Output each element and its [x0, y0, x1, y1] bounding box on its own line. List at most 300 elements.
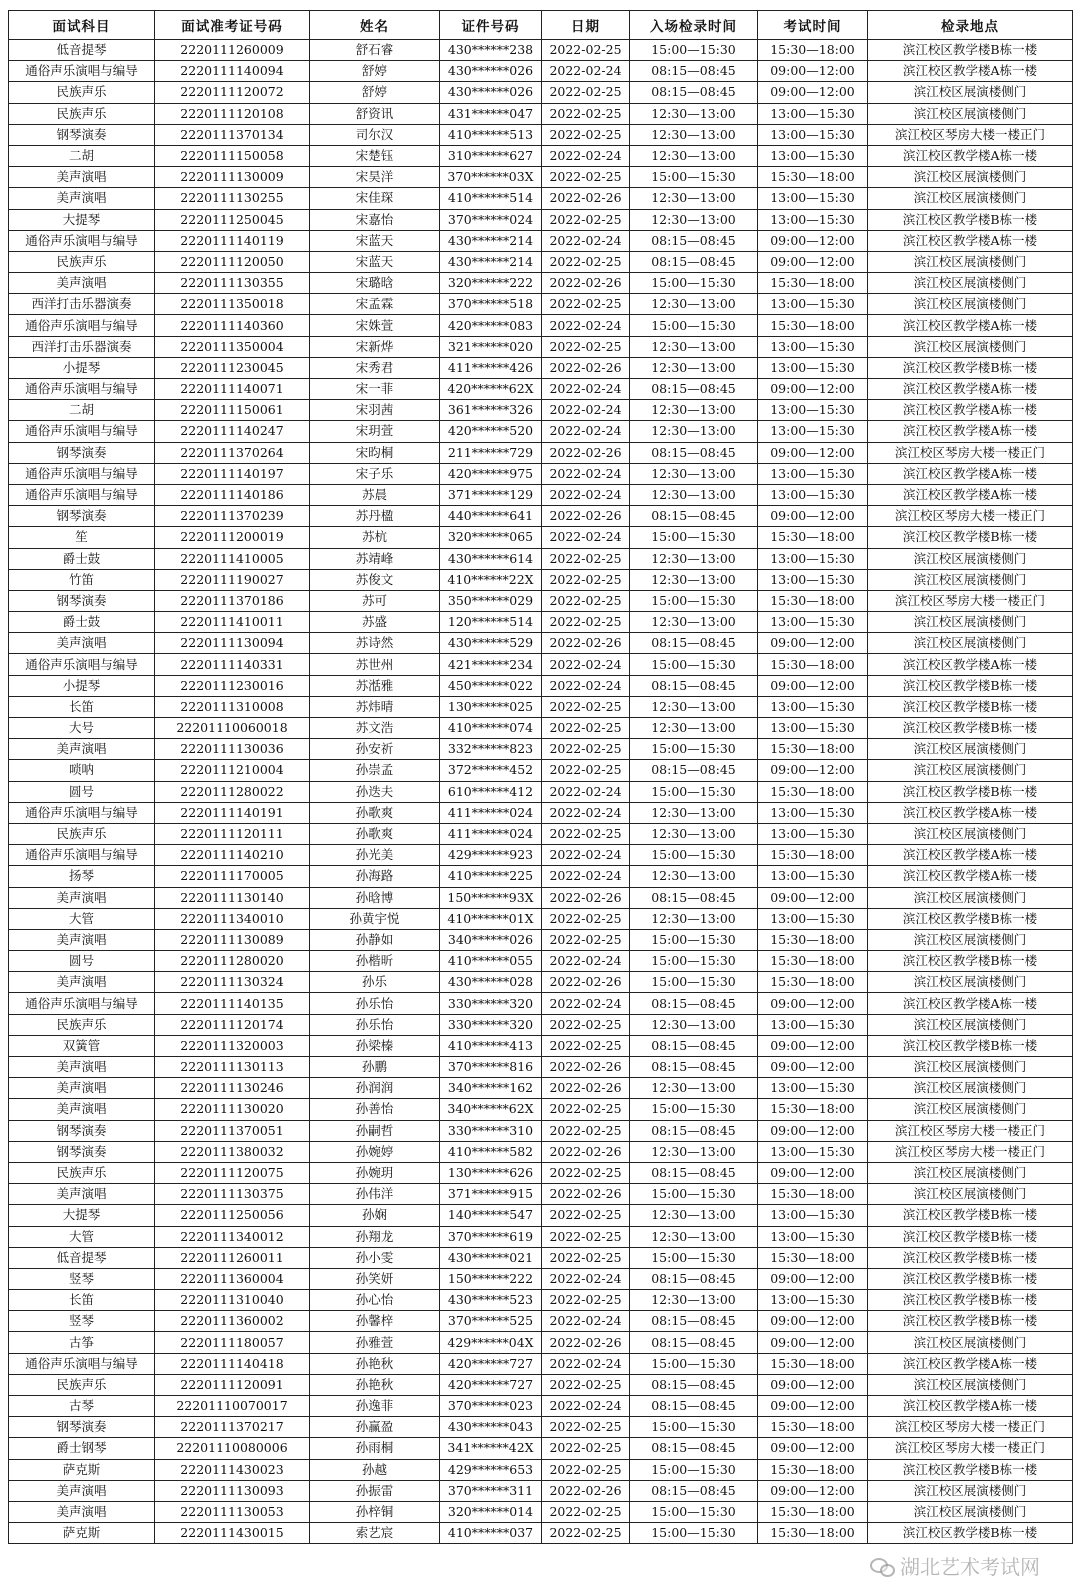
- cell-location: 滨江校区教学楼B栋一楼: [868, 908, 1073, 929]
- cell-location: 滨江校区教学楼A栋一楼: [868, 230, 1073, 251]
- cell-name: 孙乐怡: [310, 993, 440, 1014]
- table-row: [9, 1268, 1073, 1289]
- cell-date: 2022-02-25: [542, 1226, 630, 1247]
- cell-location: 滨江校区教学楼A栋一楼: [868, 61, 1073, 82]
- cell-exam-number: 2220111120075: [155, 1162, 310, 1183]
- cell-exam-time: 09:00—12:00: [758, 1374, 868, 1395]
- cell-checkin-time: 08:15—08:45: [630, 251, 758, 272]
- cell-date: 2022-02-26: [542, 506, 630, 527]
- cell-location: 滨江校区展演楼侧门: [868, 336, 1073, 357]
- cell-date: 2022-02-25: [542, 590, 630, 611]
- cell-id-number: 211******729: [440, 442, 542, 463]
- cell-exam-time: 13:00—15:30: [758, 357, 868, 378]
- cell-exam-number: 2220111130094: [155, 633, 310, 654]
- cell-exam-number: 2220111350018: [155, 294, 310, 315]
- cell-subject: 低音提琴: [9, 40, 155, 61]
- cell-exam-number: 2220111120091: [155, 1374, 310, 1395]
- cell-id-number: 610******412: [440, 781, 542, 802]
- cell-exam-number: 2220111140418: [155, 1353, 310, 1374]
- cell-id-number: 370******311: [440, 1480, 542, 1501]
- cell-subject: 双簧管: [9, 1035, 155, 1056]
- table-row: [9, 1480, 1073, 1501]
- cell-exam-time: 13:00—15:30: [758, 866, 868, 887]
- table-row: [9, 1226, 1073, 1247]
- cell-exam-number: 2220111370134: [155, 124, 310, 145]
- cell-exam-number: 2220111120072: [155, 82, 310, 103]
- cell-exam-number: 2220111150061: [155, 400, 310, 421]
- cell-exam-time: 09:00—12:00: [758, 760, 868, 781]
- cell-date: 2022-02-25: [542, 1247, 630, 1268]
- cell-date: 2022-02-25: [542, 40, 630, 61]
- cell-name: 孙婉婷: [310, 1141, 440, 1162]
- cell-date: 2022-02-25: [542, 908, 630, 929]
- cell-exam-number: 2220111410011: [155, 612, 310, 633]
- cell-id-number: 420******975: [440, 463, 542, 484]
- table-row: [9, 951, 1073, 972]
- cell-checkin-time: 12:30—13:00: [630, 294, 758, 315]
- column-header-subject: 面试科目: [9, 11, 155, 40]
- cell-subject: 钢琴演奏: [9, 590, 155, 611]
- cell-date: 2022-02-25: [542, 1205, 630, 1226]
- cell-exam-number: 22201110080006: [155, 1438, 310, 1459]
- cell-subject: 美声演唱: [9, 167, 155, 188]
- cell-checkin-time: 12:30—13:00: [630, 908, 758, 929]
- cell-name: 宋昀桐: [310, 442, 440, 463]
- cell-location: 滨江校区教学楼B栋一楼: [868, 1226, 1073, 1247]
- cell-checkin-time: 15:00—15:30: [630, 1459, 758, 1480]
- cell-exam-time: 15:30—18:00: [758, 527, 868, 548]
- cell-exam-time: 13:00—15:30: [758, 548, 868, 569]
- table-row: [9, 1523, 1073, 1544]
- cell-exam-number: 2220111130089: [155, 929, 310, 950]
- cell-exam-number: 2220111120111: [155, 823, 310, 844]
- column-header-exam-time: 考试时间: [758, 11, 868, 40]
- cell-location: 滨江校区教学楼A栋一楼: [868, 993, 1073, 1014]
- table-row: [9, 633, 1073, 654]
- cell-subject: 民族声乐: [9, 1162, 155, 1183]
- column-header-checkin-time: 入场检录时间: [630, 11, 758, 40]
- cell-exam-time: 15:30—18:00: [758, 972, 868, 993]
- table-header-row: [9, 11, 1073, 40]
- cell-name: 苏诗然: [310, 633, 440, 654]
- cell-exam-number: 2220111310008: [155, 696, 310, 717]
- cell-checkin-time: 12:30—13:00: [630, 612, 758, 633]
- cell-location: 滨江校区展演楼侧门: [868, 1099, 1073, 1120]
- cell-name: 苏炜晴: [310, 696, 440, 717]
- cell-exam-time: 13:00—15:30: [758, 421, 868, 442]
- table-row: [9, 569, 1073, 590]
- table-row: [9, 590, 1073, 611]
- cell-id-number: 429******04X: [440, 1332, 542, 1353]
- cell-exam-number: 22201110060018: [155, 718, 310, 739]
- cell-checkin-time: 12:30—13:00: [630, 823, 758, 844]
- cell-name: 孙嗣哲: [310, 1120, 440, 1141]
- cell-location: 滨江校区展演楼侧门: [868, 823, 1073, 844]
- cell-id-number: 370******518: [440, 294, 542, 315]
- table-row: [9, 1438, 1073, 1459]
- cell-id-number: 370******03X: [440, 167, 542, 188]
- cell-subject: 美声演唱: [9, 929, 155, 950]
- cell-location: 滨江校区展演楼侧门: [868, 633, 1073, 654]
- cell-subject: 美声演唱: [9, 1184, 155, 1205]
- cell-subject: 大提琴: [9, 209, 155, 230]
- cell-exam-time: 15:30—18:00: [758, 40, 868, 61]
- table-row: [9, 1311, 1073, 1332]
- cell-exam-time: 15:30—18:00: [758, 1353, 868, 1374]
- cell-checkin-time: 12:30—13:00: [630, 1078, 758, 1099]
- cell-date: 2022-02-25: [542, 1438, 630, 1459]
- cell-id-number: 430******238: [440, 40, 542, 61]
- cell-date: 2022-02-25: [542, 1523, 630, 1544]
- cell-subject: 萨克斯: [9, 1523, 155, 1544]
- cell-checkin-time: 08:15—08:45: [630, 506, 758, 527]
- cell-exam-number: 2220111140210: [155, 845, 310, 866]
- cell-checkin-time: 08:15—08:45: [630, 379, 758, 400]
- cell-id-number: 330******320: [440, 993, 542, 1014]
- cell-checkin-time: 15:00—15:30: [630, 40, 758, 61]
- cell-checkin-time: 08:15—08:45: [630, 1438, 758, 1459]
- table-row: [9, 1501, 1073, 1522]
- cell-exam-number: 2220111250045: [155, 209, 310, 230]
- cell-name: 孙笑妍: [310, 1268, 440, 1289]
- cell-location: 滨江校区教学楼A栋一楼: [868, 845, 1073, 866]
- cell-exam-time: 09:00—12:00: [758, 993, 868, 1014]
- cell-id-number: 410******413: [440, 1035, 542, 1056]
- cell-location: 滨江校区展演楼侧门: [868, 1480, 1073, 1501]
- column-header-name: 姓名: [310, 11, 440, 40]
- cell-name: 孙楷昕: [310, 951, 440, 972]
- cell-id-number: 430******529: [440, 633, 542, 654]
- cell-location: 滨江校区展演楼侧门: [868, 929, 1073, 950]
- cell-location: 滨江校区教学楼A栋一楼: [868, 421, 1073, 442]
- cell-subject: 西洋打击乐器演奏: [9, 336, 155, 357]
- cell-id-number: 320******065: [440, 527, 542, 548]
- cell-exam-time: 13:00—15:30: [758, 696, 868, 717]
- cell-exam-time: 09:00—12:00: [758, 633, 868, 654]
- cell-id-number: 429******653: [440, 1459, 542, 1480]
- cell-checkin-time: 15:00—15:30: [630, 1247, 758, 1268]
- cell-subject: 民族声乐: [9, 251, 155, 272]
- cell-location: 滨江校区展演楼侧门: [868, 887, 1073, 908]
- cell-exam-number: 2220111140135: [155, 993, 310, 1014]
- cell-checkin-time: 12:30—13:00: [630, 145, 758, 166]
- cell-exam-time: 09:00—12:00: [758, 1332, 868, 1353]
- table-row: [9, 506, 1073, 527]
- cell-checkin-time: 15:00—15:30: [630, 1417, 758, 1438]
- cell-date: 2022-02-25: [542, 1374, 630, 1395]
- table-row: [9, 336, 1073, 357]
- cell-checkin-time: 08:15—08:45: [630, 230, 758, 251]
- cell-name: 孙崇孟: [310, 760, 440, 781]
- cell-id-number: 410******01X: [440, 908, 542, 929]
- cell-exam-number: 2220111140119: [155, 230, 310, 251]
- cell-date: 2022-02-24: [542, 379, 630, 400]
- cell-checkin-time: 15:00—15:30: [630, 590, 758, 611]
- cell-date: 2022-02-25: [542, 82, 630, 103]
- cell-id-number: 350******029: [440, 590, 542, 611]
- table-row: [9, 251, 1073, 272]
- cell-exam-number: 2220111410005: [155, 548, 310, 569]
- cell-exam-number: 2220111350004: [155, 336, 310, 357]
- cell-location: 滨江校区琴房大楼一楼正门: [868, 590, 1073, 611]
- cell-exam-time: 13:00—15:30: [758, 1205, 868, 1226]
- cell-id-number: 411******024: [440, 802, 542, 823]
- cell-location: 滨江校区琴房大楼一楼正门: [868, 1417, 1073, 1438]
- cell-exam-time: 09:00—12:00: [758, 230, 868, 251]
- cell-name: 孙馨梓: [310, 1311, 440, 1332]
- cell-exam-number: 2220111170005: [155, 866, 310, 887]
- cell-exam-time: 09:00—12:00: [758, 379, 868, 400]
- table-row: [9, 40, 1073, 61]
- cell-location: 滨江校区展演楼侧门: [868, 188, 1073, 209]
- cell-exam-time: 13:00—15:30: [758, 188, 868, 209]
- cell-location: 滨江校区琴房大楼一楼正门: [868, 506, 1073, 527]
- cell-exam-time: 15:30—18:00: [758, 167, 868, 188]
- cell-subject: 小提琴: [9, 675, 155, 696]
- table-row: [9, 1332, 1073, 1353]
- cell-location: 滨江校区教学楼A栋一楼: [868, 802, 1073, 823]
- cell-name: 宋玥萱: [310, 421, 440, 442]
- cell-date: 2022-02-24: [542, 400, 630, 421]
- table-row: [9, 929, 1073, 950]
- cell-id-number: 410******037: [440, 1523, 542, 1544]
- cell-checkin-time: 15:00—15:30: [630, 1353, 758, 1374]
- cell-date: 2022-02-25: [542, 718, 630, 739]
- cell-id-number: 410******074: [440, 718, 542, 739]
- cell-checkin-time: 08:15—08:45: [630, 1311, 758, 1332]
- cell-checkin-time: 12:30—13:00: [630, 696, 758, 717]
- cell-name: 宋蓝天: [310, 230, 440, 251]
- cell-exam-number: 2220111140094: [155, 61, 310, 82]
- cell-name: 孙歌爽: [310, 823, 440, 844]
- cell-exam-number: 2220111340012: [155, 1226, 310, 1247]
- cell-exam-number: 2220111130355: [155, 273, 310, 294]
- cell-exam-time: 15:30—18:00: [758, 781, 868, 802]
- table-row: [9, 1459, 1073, 1480]
- cell-id-number: 420******520: [440, 421, 542, 442]
- cell-id-number: 320******014: [440, 1501, 542, 1522]
- cell-subject: 美声演唱: [9, 1057, 155, 1078]
- table-row: [9, 654, 1073, 675]
- cell-checkin-time: 08:15—08:45: [630, 1162, 758, 1183]
- cell-id-number: 421******234: [440, 654, 542, 675]
- cell-exam-time: 13:00—15:30: [758, 103, 868, 124]
- cell-exam-time: 13:00—15:30: [758, 718, 868, 739]
- table-row: [9, 908, 1073, 929]
- cell-checkin-time: 12:30—13:00: [630, 484, 758, 505]
- cell-id-number: 321******020: [440, 336, 542, 357]
- cell-subject: 大号: [9, 718, 155, 739]
- cell-checkin-time: 12:30—13:00: [630, 866, 758, 887]
- cell-name: 苏丹楹: [310, 506, 440, 527]
- cell-date: 2022-02-24: [542, 484, 630, 505]
- cell-id-number: 371******129: [440, 484, 542, 505]
- cell-location: 滨江校区教学楼B栋一楼: [868, 40, 1073, 61]
- cell-exam-number: 22201110070017: [155, 1396, 310, 1417]
- cell-exam-time: 13:00—15:30: [758, 209, 868, 230]
- cell-subject: 扬琴: [9, 866, 155, 887]
- cell-id-number: 430******026: [440, 82, 542, 103]
- cell-id-number: 410******513: [440, 124, 542, 145]
- cell-checkin-time: 15:00—15:30: [630, 845, 758, 866]
- table-row: [9, 887, 1073, 908]
- cell-subject: 通俗声乐演唱与编导: [9, 654, 155, 675]
- cell-id-number: 130******626: [440, 1162, 542, 1183]
- cell-exam-time: 09:00—12:00: [758, 887, 868, 908]
- cell-checkin-time: 15:00—15:30: [630, 654, 758, 675]
- cell-checkin-time: 08:15—08:45: [630, 633, 758, 654]
- table-row: [9, 1014, 1073, 1035]
- table-row: [9, 1162, 1073, 1183]
- cell-subject: 大管: [9, 908, 155, 929]
- table-row: [9, 463, 1073, 484]
- cell-id-number: 140******547: [440, 1205, 542, 1226]
- cell-date: 2022-02-25: [542, 569, 630, 590]
- table-row: [9, 421, 1073, 442]
- cell-date: 2022-02-25: [542, 696, 630, 717]
- cell-name: 孙雅萱: [310, 1332, 440, 1353]
- cell-name: 孙黄宇悦: [310, 908, 440, 929]
- cell-exam-time: 13:00—15:30: [758, 802, 868, 823]
- cell-location: 滨江校区教学楼A栋一楼: [868, 866, 1073, 887]
- table-row: [9, 1099, 1073, 1120]
- table-row: [9, 124, 1073, 145]
- cell-name: 苏靖峰: [310, 548, 440, 569]
- cell-date: 2022-02-26: [542, 1332, 630, 1353]
- cell-date: 2022-02-24: [542, 230, 630, 251]
- cell-checkin-time: 12:30—13:00: [630, 1290, 758, 1311]
- cell-subject: 唢呐: [9, 760, 155, 781]
- table-row: [9, 273, 1073, 294]
- table-row: [9, 675, 1073, 696]
- table-row: [9, 61, 1073, 82]
- cell-subject: 通俗声乐演唱与编导: [9, 379, 155, 400]
- cell-location: 滨江校区展演楼侧门: [868, 167, 1073, 188]
- table-row: [9, 972, 1073, 993]
- cell-exam-time: 15:30—18:00: [758, 654, 868, 675]
- table-row: [9, 1078, 1073, 1099]
- cell-exam-time: 13:00—15:30: [758, 1078, 868, 1099]
- cell-checkin-time: 15:00—15:30: [630, 972, 758, 993]
- cell-date: 2022-02-25: [542, 1459, 630, 1480]
- cell-date: 2022-02-26: [542, 357, 630, 378]
- cell-exam-time: 09:00—12:00: [758, 1268, 868, 1289]
- column-header-id-number: 证件号码: [440, 11, 542, 40]
- table-row: [9, 1184, 1073, 1205]
- cell-name: 苏俊文: [310, 569, 440, 590]
- cell-date: 2022-02-24: [542, 675, 630, 696]
- cell-exam-time: 13:00—15:30: [758, 463, 868, 484]
- cell-checkin-time: 12:30—13:00: [630, 103, 758, 124]
- cell-exam-time: 09:00—12:00: [758, 251, 868, 272]
- cell-id-number: 372******452: [440, 760, 542, 781]
- cell-checkin-time: 08:15—08:45: [630, 1374, 758, 1395]
- table-row: [9, 400, 1073, 421]
- cell-location: 滨江校区教学楼B栋一楼: [868, 1290, 1073, 1311]
- cell-id-number: 150******93X: [440, 887, 542, 908]
- table-row: [9, 696, 1073, 717]
- cell-subject: 美声演唱: [9, 1078, 155, 1099]
- cell-exam-number: 2220111130020: [155, 1099, 310, 1120]
- cell-location: 滨江校区教学楼B栋一楼: [868, 675, 1073, 696]
- cell-name: 孙歌爽: [310, 802, 440, 823]
- cell-id-number: 370******024: [440, 209, 542, 230]
- cell-subject: 钢琴演奏: [9, 1417, 155, 1438]
- cell-date: 2022-02-25: [542, 760, 630, 781]
- cell-exam-number: 2220111370264: [155, 442, 310, 463]
- cell-subject: 长笛: [9, 1290, 155, 1311]
- cell-exam-number: 2220111120174: [155, 1014, 310, 1035]
- cell-subject: 长笛: [9, 696, 155, 717]
- table-row: [9, 739, 1073, 760]
- cell-subject: 古琴: [9, 1396, 155, 1417]
- cell-name: 司尔汉: [310, 124, 440, 145]
- cell-exam-number: 2220111140071: [155, 379, 310, 400]
- cell-location: 滨江校区教学楼A栋一楼: [868, 315, 1073, 336]
- cell-location: 滨江校区教学楼B栋一楼: [868, 357, 1073, 378]
- cell-date: 2022-02-24: [542, 145, 630, 166]
- table-row: [9, 1353, 1073, 1374]
- cell-id-number: 410******514: [440, 188, 542, 209]
- cell-checkin-time: 15:00—15:30: [630, 1184, 758, 1205]
- table-row: [9, 230, 1073, 251]
- cell-location: 滨江校区教学楼B栋一楼: [868, 1247, 1073, 1268]
- cell-checkin-time: 15:00—15:30: [630, 1523, 758, 1544]
- cell-date: 2022-02-25: [542, 1099, 630, 1120]
- cell-location: 滨江校区教学楼A栋一楼: [868, 379, 1073, 400]
- cell-name: 苏盛: [310, 612, 440, 633]
- cell-name: 孙翔龙: [310, 1226, 440, 1247]
- cell-exam-time: 09:00—12:00: [758, 442, 868, 463]
- cell-name: 孙晗博: [310, 887, 440, 908]
- cell-exam-time: 09:00—12:00: [758, 1162, 868, 1183]
- table-row: [9, 1290, 1073, 1311]
- cell-id-number: 320******222: [440, 273, 542, 294]
- cell-date: 2022-02-25: [542, 1417, 630, 1438]
- cell-name: 宋昊洋: [310, 167, 440, 188]
- cell-exam-number: 2220111140186: [155, 484, 310, 505]
- cell-subject: 通俗声乐演唱与编导: [9, 993, 155, 1014]
- cell-exam-number: 2220111370051: [155, 1120, 310, 1141]
- cell-checkin-time: 12:30—13:00: [630, 209, 758, 230]
- cell-exam-time: 09:00—12:00: [758, 61, 868, 82]
- cell-exam-number: 2220111340010: [155, 908, 310, 929]
- cell-exam-number: 2220111130324: [155, 972, 310, 993]
- cell-exam-number: 2220111130093: [155, 1480, 310, 1501]
- cell-name: 孙润润: [310, 1078, 440, 1099]
- cell-exam-time: 15:30—18:00: [758, 1247, 868, 1268]
- cell-checkin-time: 15:00—15:30: [630, 273, 758, 294]
- column-header-date: 日期: [542, 11, 630, 40]
- cell-name: 孙小雯: [310, 1247, 440, 1268]
- cell-name: 孙赢盈: [310, 1417, 440, 1438]
- cell-name: 宋秀君: [310, 357, 440, 378]
- cell-date: 2022-02-25: [542, 124, 630, 145]
- cell-date: 2022-02-24: [542, 421, 630, 442]
- cell-exam-time: 13:00—15:30: [758, 612, 868, 633]
- cell-checkin-time: 08:15—08:45: [630, 1332, 758, 1353]
- table-row: [9, 103, 1073, 124]
- table-row: [9, 527, 1073, 548]
- cell-checkin-time: 08:15—08:45: [630, 1057, 758, 1078]
- cell-id-number: 430******614: [440, 548, 542, 569]
- cell-exam-time: 15:30—18:00: [758, 1523, 868, 1544]
- cell-location: 滨江校区琴房大楼一楼正门: [868, 1438, 1073, 1459]
- wechat-icon: [870, 1556, 894, 1576]
- cell-exam-time: 13:00—15:30: [758, 400, 868, 421]
- table-row: [9, 442, 1073, 463]
- cell-checkin-time: 12:30—13:00: [630, 188, 758, 209]
